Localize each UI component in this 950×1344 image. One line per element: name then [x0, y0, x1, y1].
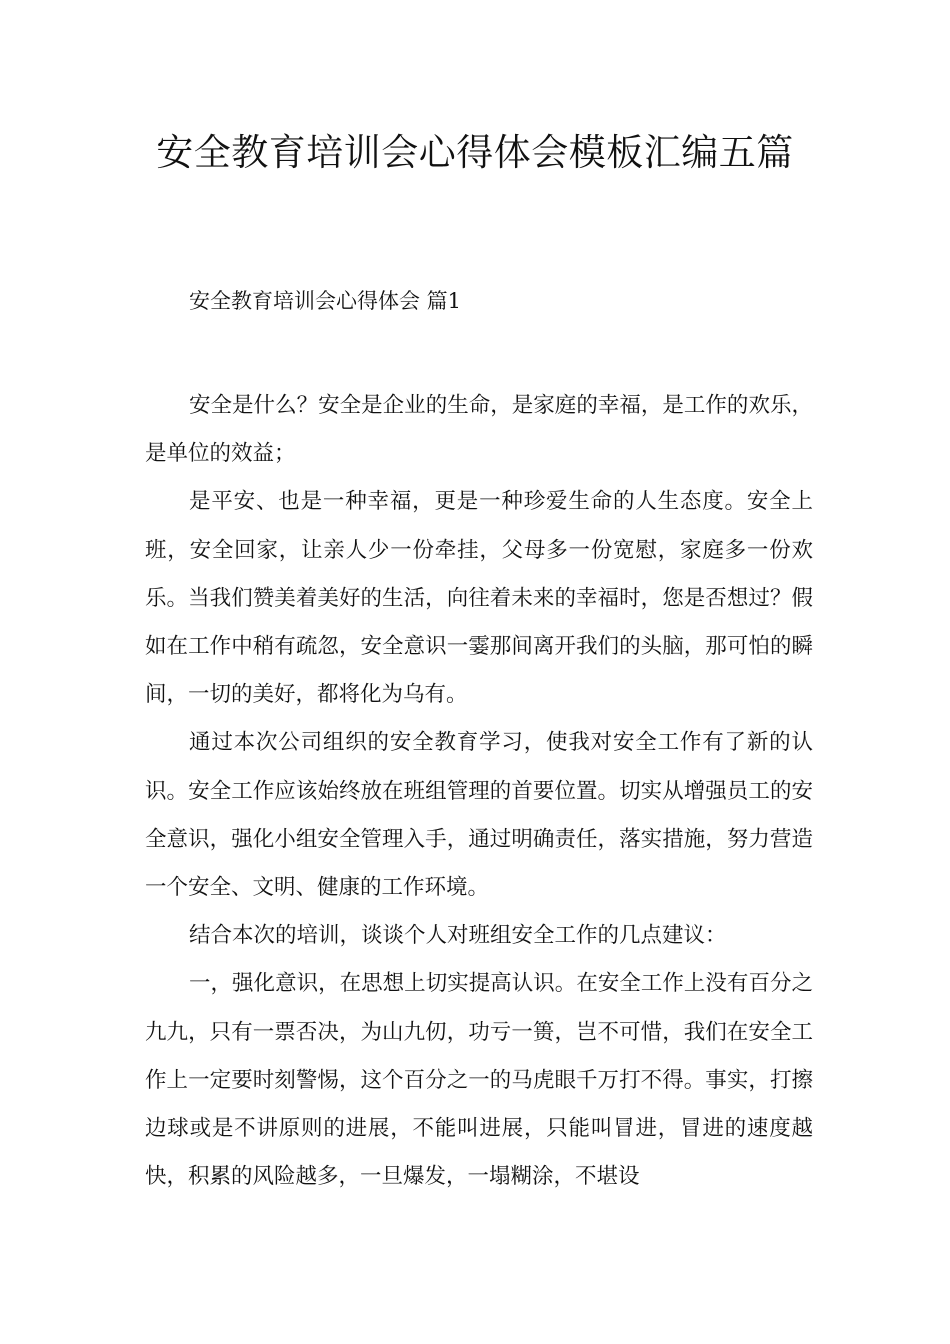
- section-heading: 安全教育培训会心得体会 篇1: [189, 289, 462, 313]
- paragraph-3: 通过本次公司组织的安全教育学习，使我对安全工作有了新的认识。安全工作应该始终放在班组管理的首要位置。切实从增强员工的安全意识，强化小组安全管理入手，通过明确责任，落实措施，努力营造一个安全、文明、健康的工作环境。: [145, 730, 813, 901]
- paragraph-4: 结合本次的培训，谈谈个人对班组安全工作的几点建议：: [189, 923, 727, 949]
- paragraph-5: 一，强化意识，在思想上切实提高认识。在安全工作上没有百分之九九，只有一票否决，为山九仞，功亏一篑，岂不可惜，我们在安全工作上一定要时刻警惕，这个百分之一的马虎眼千万打不得。事实，打擦边球或是不讲原则的进展，不能叫进展，只能叫冒进，冒进的速度越快，积累的风险越多，一旦爆发，一塌糊涂，不堪设: [145, 971, 813, 1190]
- document-body: [145, 382, 813, 1201]
- paragraph-1: 安全是什么？安全是企业的生命，是家庭的幸福，是工作的欢乐，是单位的效益；: [145, 393, 813, 467]
- document-title: 安全教育培训会心得体会模板汇编五篇: [156, 131, 794, 174]
- paragraph-2: 是平安、也是一种幸福，更是一种珍爱生命的人生态度。安全上班，安全回家，让亲人少一份牵挂，父母多一份宽慰，家庭多一份欢乐。当我们赞美着美好的生活，向往着未来的幸福时，您是否想过？假如在工作中稍有疏忽，安全意识一霎那间离开我们的头脑，那可怕的瞬间，一切的美好，都将化为乌有。: [145, 489, 813, 708]
